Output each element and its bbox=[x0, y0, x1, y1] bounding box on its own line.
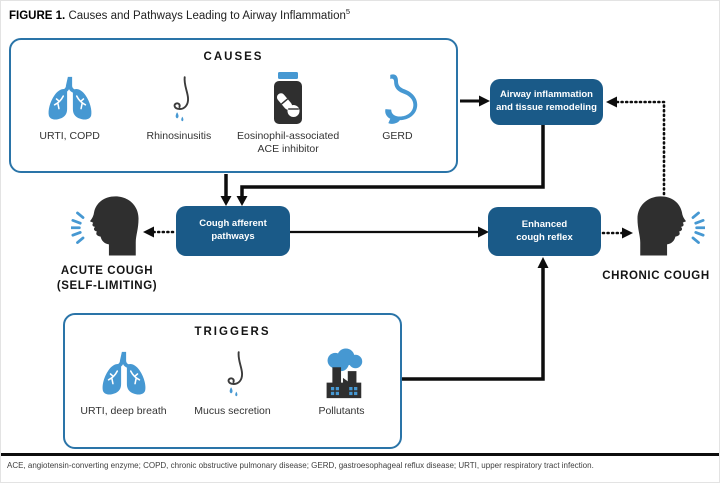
chronic-cough-label bbox=[586, 269, 720, 284]
trigger-label-urti-deep-breath: URTI, deep breath bbox=[80, 405, 167, 417]
acute-cough-line1: ACUTE COUGH bbox=[60, 265, 154, 277]
dotted-arrow-chronic-to-airway bbox=[606, 97, 664, 195]
arrow-cough-afferent-to-enhanced bbox=[290, 227, 489, 238]
nose-icon bbox=[160, 70, 198, 128]
node-afferent-line2: pathways bbox=[211, 231, 255, 242]
node-afferent-line1: Cough afferent bbox=[199, 218, 267, 230]
lungs-icon bbox=[44, 70, 96, 128]
causes-items bbox=[15, 70, 452, 165]
node-cough-afferent-pathways bbox=[176, 206, 290, 256]
coughing-head-chronic-icon bbox=[631, 194, 705, 256]
footnote-rule bbox=[1, 453, 720, 456]
figure-reference-superscript: 5 bbox=[345, 7, 351, 16]
node-enhanced-line2: cough reflex bbox=[516, 231, 573, 243]
footnote-text: ACE, angiotensin-converting enzyme; COPD, chronic obstructive pulmonary disease; GERD, gastroesophageal reflux disease; URTI, upper respiratory tract infection. bbox=[7, 461, 594, 470]
node-airway-line2: and tissue remodeling bbox=[496, 102, 597, 113]
cause-item-ace-inhibitor bbox=[234, 70, 343, 156]
node-airway-inflammation bbox=[490, 79, 603, 125]
acute-cough-label bbox=[37, 264, 177, 294]
stomach-icon bbox=[374, 70, 420, 128]
figure-title: Causes and Pathways Leading to Airway Inflammation bbox=[68, 9, 346, 22]
chronic-cough-line1: CHRONIC COUGH bbox=[602, 270, 710, 282]
arrow-causes-to-airway bbox=[460, 96, 490, 107]
nose-icon bbox=[214, 345, 252, 403]
pill-bottle-icon bbox=[270, 70, 306, 128]
triggers-panel-title: TRIGGERS bbox=[194, 326, 271, 338]
figure-caption bbox=[9, 7, 350, 22]
acute-cough-line2: (SELF-LIMITING) bbox=[56, 279, 158, 292]
arrow-causes-to-cough-afferent bbox=[221, 174, 232, 206]
lungs-icon bbox=[98, 345, 150, 403]
causes-panel-title: CAUSES bbox=[203, 51, 264, 63]
cause-item-urti-copd bbox=[15, 70, 124, 143]
factory-icon bbox=[316, 345, 368, 403]
cause-label-ace-inhibitor: Eosinophil-associated ACE inhibitor bbox=[237, 130, 340, 156]
arrow-triggers-to-enhanced bbox=[402, 257, 549, 379]
cause-label-gerd: GERD bbox=[382, 130, 413, 142]
trigger-label-mucus-secretion: Mucus secretion bbox=[194, 405, 271, 417]
cause-label-rhinosinusitis: Rhinosinusitis bbox=[146, 130, 212, 142]
cause-item-rhinosinusitis bbox=[124, 70, 233, 143]
coughing-head-acute-icon bbox=[71, 194, 145, 256]
cause-label-urti-copd: URTI, COPD bbox=[39, 130, 100, 142]
trigger-label-pollutants: Pollutants bbox=[318, 405, 365, 417]
dotted-arrow-enhanced-to-chronic bbox=[603, 228, 633, 239]
figure-label: FIGURE 1. bbox=[9, 9, 66, 22]
triggers-items bbox=[69, 345, 396, 441]
trigger-item-urti-deep-breath bbox=[70, 345, 178, 418]
trigger-item-pollutants bbox=[288, 345, 396, 418]
trigger-item-mucus-secretion bbox=[179, 345, 287, 418]
cause-item-gerd bbox=[343, 70, 452, 143]
triggers-panel bbox=[63, 313, 402, 449]
node-airway-line1: Airway inflammation bbox=[500, 89, 593, 101]
dotted-arrow-cough-afferent-to-acute bbox=[143, 227, 173, 238]
causes-panel bbox=[9, 38, 458, 173]
node-enhanced-line1: Enhanced bbox=[521, 218, 568, 230]
node-enhanced-cough-reflex bbox=[488, 207, 601, 256]
